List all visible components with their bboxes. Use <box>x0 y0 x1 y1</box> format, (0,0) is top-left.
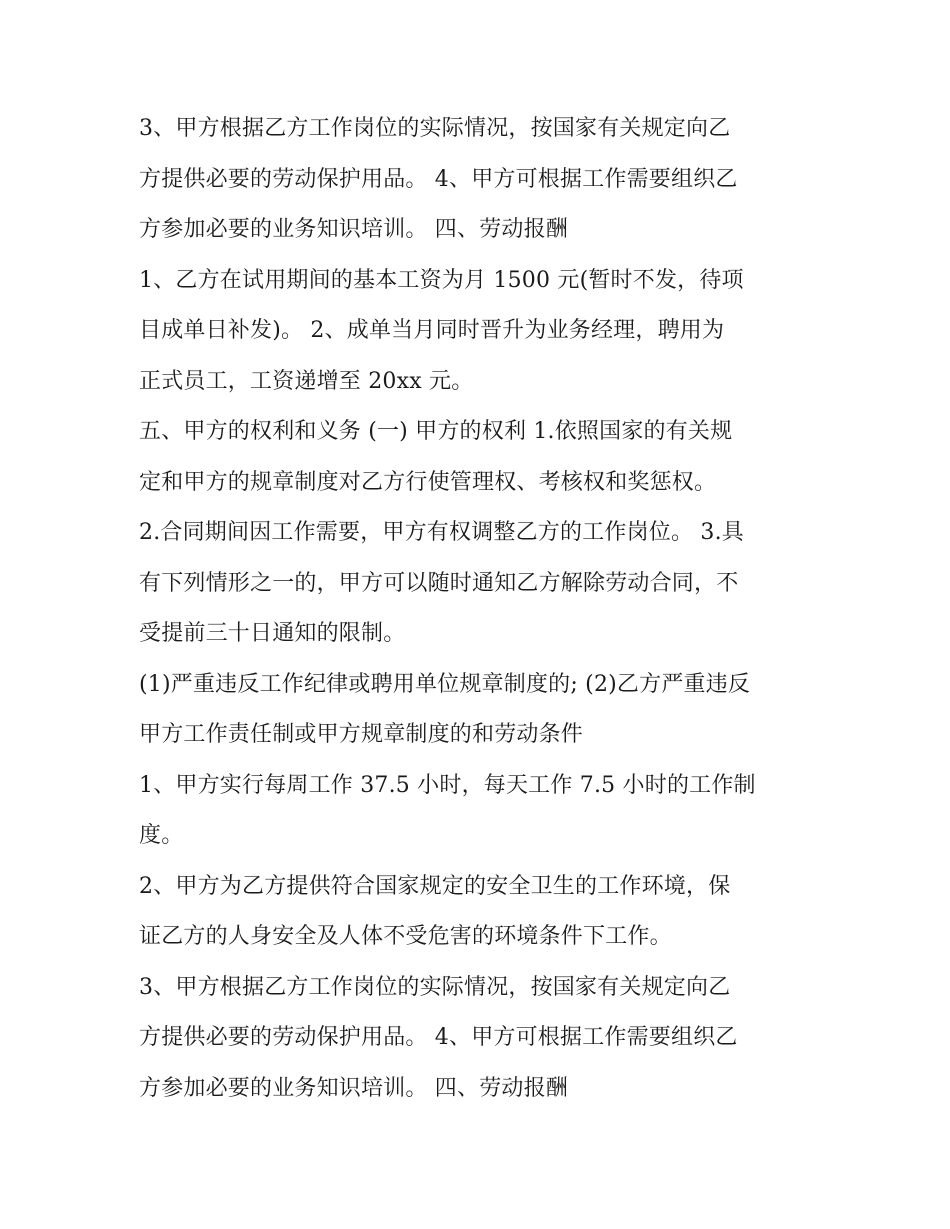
text-line: 3、甲方根据乙方工作岗位的实际情况，按国家有关规定向乙 <box>139 974 731 1000</box>
text-line: 1、乙方在试用期间的基本工资为月 1500 元(暂时不发，待项 <box>139 267 744 293</box>
text-line: 五、甲方的权利和义务 (一) 甲方的权利 1.依照国家的有关规 <box>139 419 733 444</box>
text-line: 有下列情形之一的，甲方可以随时通知乙方解除劳动合同，不 <box>139 570 739 596</box>
text-line: 证乙方的人身安全及人体不受危害的环境条件下工作。 <box>139 924 672 949</box>
text-line: (1)严重违反工作纪律或聘用单位规章制度的; (2)乙方严重违反 <box>139 671 751 697</box>
text-line: 定和甲方的规章制度对乙方行使管理权、考核权和奖惩权。 <box>139 469 717 495</box>
text-line: 甲方工作责任制或甲方规章制度的和劳动条件 <box>139 722 584 747</box>
text-line: 目成单日补发)。 2、成单当月同时晋升为业务经理，聘用为 <box>139 318 725 343</box>
text-line: 方参加必要的业务知识培训。 四、劳动报酬 <box>139 217 568 242</box>
text-line: 方参加必要的业务知识培训。 四、劳动报酬 <box>139 1075 568 1101</box>
text-line: 受提前三十日通知的限制。 <box>139 621 406 646</box>
text-line: 方提供必要的劳动保护用品。 4、甲方可根据工作需要组织乙 <box>139 1025 738 1050</box>
text-line: 1、甲方实行每周工作 37.5 小时，每天工作 7.5 小时的工作制 <box>139 772 756 798</box>
text-line: 3、甲方根据乙方工作岗位的实际情况，按国家有关规定向乙 <box>139 116 731 141</box>
text-line: 方提供必要的劳动保护用品。 4、甲方可根据工作需要组织乙 <box>139 166 738 192</box>
text-line: 2、甲方为乙方提供符合国家规定的安全卫生的工作环境，保 <box>139 873 731 899</box>
document-body <box>139 104 819 1114</box>
text-line: 正式员工，工资递增至 20xx 元。 <box>139 368 474 394</box>
text-line: 2.合同期间因工作需要，甲方有权调整乙方的工作岗位。 3.具 <box>139 520 744 545</box>
text-line: 度。 <box>139 823 184 848</box>
